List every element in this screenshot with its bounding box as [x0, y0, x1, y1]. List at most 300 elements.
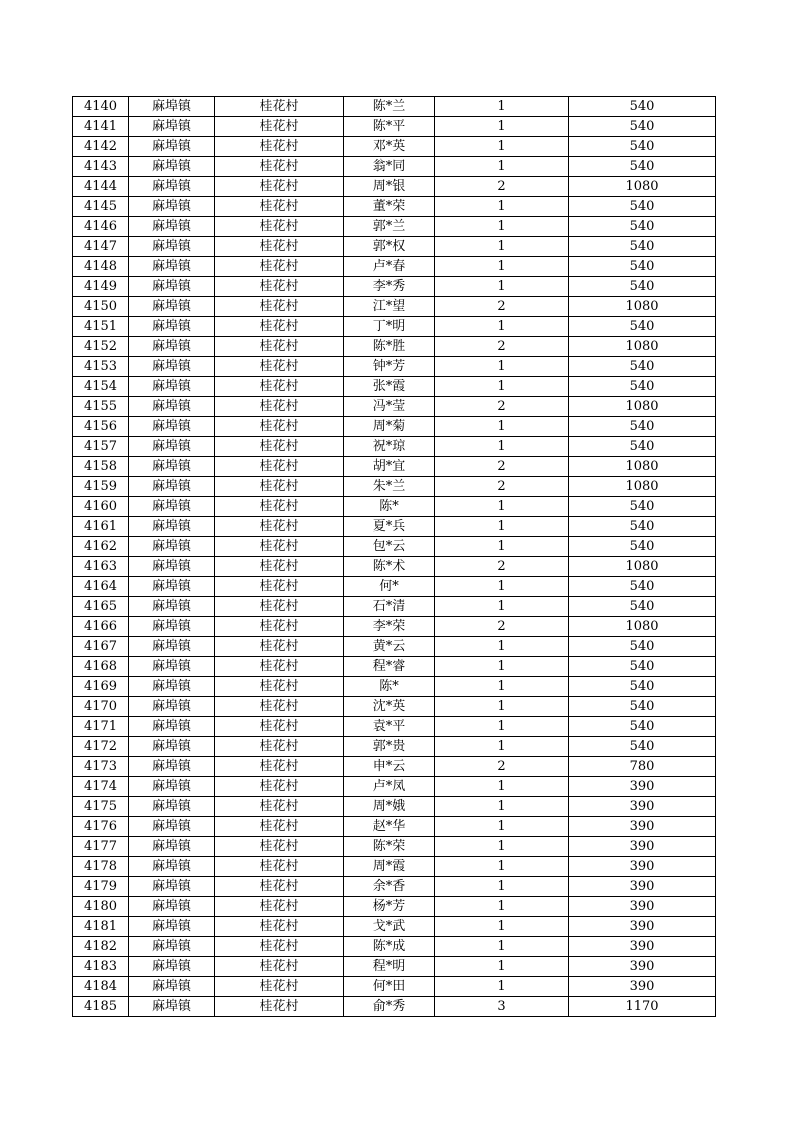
village-cell: 桂花村: [215, 637, 344, 657]
amount-cell: 390: [569, 897, 716, 917]
count-cell: 1: [435, 317, 569, 337]
count-cell: 1: [435, 437, 569, 457]
count-cell: 1: [435, 777, 569, 797]
table-row: [73, 237, 716, 257]
count-cell: 2: [435, 297, 569, 317]
village-cell: 桂花村: [215, 657, 344, 677]
table-row: [73, 657, 716, 677]
row-number-cell: 4149: [73, 277, 129, 297]
table-row: [73, 757, 716, 777]
village-cell: 桂花村: [215, 197, 344, 217]
count-cell: 1: [435, 597, 569, 617]
table-row: [73, 297, 716, 317]
row-number-cell: 4159: [73, 477, 129, 497]
count-cell: 1: [435, 357, 569, 377]
count-cell: 1: [435, 857, 569, 877]
table-row: [73, 217, 716, 237]
table-row: [73, 277, 716, 297]
amount-cell: 540: [569, 577, 716, 597]
amount-cell: 780: [569, 757, 716, 777]
row-number-cell: 4169: [73, 677, 129, 697]
count-cell: 1: [435, 637, 569, 657]
amount-cell: 540: [569, 537, 716, 557]
name-cell: 程*明: [344, 957, 435, 977]
town-cell: 麻埠镇: [129, 617, 215, 637]
town-cell: 麻埠镇: [129, 257, 215, 277]
name-cell: 陈*成: [344, 937, 435, 957]
name-cell: 戈*武: [344, 917, 435, 937]
table-row: [73, 137, 716, 157]
table-row: [73, 437, 716, 457]
name-cell: 赵*华: [344, 817, 435, 837]
village-cell: 桂花村: [215, 137, 344, 157]
count-cell: 1: [435, 877, 569, 897]
amount-cell: 540: [569, 417, 716, 437]
table-row: [73, 817, 716, 837]
count-cell: 1: [435, 737, 569, 757]
name-cell: 董*荣: [344, 197, 435, 217]
name-cell: 沈*英: [344, 697, 435, 717]
row-number-cell: 4176: [73, 817, 129, 837]
town-cell: 麻埠镇: [129, 577, 215, 597]
table-row: [73, 497, 716, 517]
name-cell: 余*香: [344, 877, 435, 897]
count-cell: 1: [435, 977, 569, 997]
town-cell: 麻埠镇: [129, 277, 215, 297]
table-row: [73, 597, 716, 617]
name-cell: 周*菊: [344, 417, 435, 437]
village-cell: 桂花村: [215, 237, 344, 257]
row-number-cell: 4182: [73, 937, 129, 957]
row-number-cell: 4173: [73, 757, 129, 777]
amount-cell: 390: [569, 977, 716, 997]
name-cell: 郭*贵: [344, 737, 435, 757]
row-number-cell: 4170: [73, 697, 129, 717]
amount-cell: 540: [569, 137, 716, 157]
row-number-cell: 4168: [73, 657, 129, 677]
table-row: [73, 797, 716, 817]
row-number-cell: 4171: [73, 717, 129, 737]
count-cell: 2: [435, 617, 569, 637]
town-cell: 麻埠镇: [129, 897, 215, 917]
village-cell: 桂花村: [215, 857, 344, 877]
count-cell: 2: [435, 477, 569, 497]
town-cell: 麻埠镇: [129, 857, 215, 877]
name-cell: 周*娥: [344, 797, 435, 817]
count-cell: 1: [435, 157, 569, 177]
amount-cell: 540: [569, 677, 716, 697]
town-cell: 麻埠镇: [129, 217, 215, 237]
row-number-cell: 4181: [73, 917, 129, 937]
count-cell: 1: [435, 517, 569, 537]
village-cell: 桂花村: [215, 597, 344, 617]
name-cell: 何*田: [344, 977, 435, 997]
count-cell: 1: [435, 657, 569, 677]
name-cell: 陈*荣: [344, 837, 435, 857]
name-cell: 卢*春: [344, 257, 435, 277]
roster-table-body: [73, 97, 716, 1017]
village-cell: 桂花村: [215, 317, 344, 337]
count-cell: 1: [435, 677, 569, 697]
table-row: [73, 157, 716, 177]
town-cell: 麻埠镇: [129, 337, 215, 357]
table-row: [73, 917, 716, 937]
town-cell: 麻埠镇: [129, 737, 215, 757]
town-cell: 麻埠镇: [129, 457, 215, 477]
count-cell: 1: [435, 837, 569, 857]
town-cell: 麻埠镇: [129, 917, 215, 937]
table-row: [73, 117, 716, 137]
count-cell: 1: [435, 257, 569, 277]
village-cell: 桂花村: [215, 577, 344, 597]
row-number-cell: 4154: [73, 377, 129, 397]
amount-cell: 540: [569, 97, 716, 117]
amount-cell: 1170: [569, 997, 716, 1017]
name-cell: 周*银: [344, 177, 435, 197]
row-number-cell: 4143: [73, 157, 129, 177]
row-number-cell: 4179: [73, 877, 129, 897]
amount-cell: 540: [569, 497, 716, 517]
count-cell: 1: [435, 937, 569, 957]
name-cell: 周*霞: [344, 857, 435, 877]
amount-cell: 390: [569, 817, 716, 837]
amount-cell: 540: [569, 357, 716, 377]
village-cell: 桂花村: [215, 977, 344, 997]
town-cell: 麻埠镇: [129, 837, 215, 857]
town-cell: 麻埠镇: [129, 377, 215, 397]
village-cell: 桂花村: [215, 997, 344, 1017]
town-cell: 麻埠镇: [129, 657, 215, 677]
town-cell: 麻埠镇: [129, 117, 215, 137]
count-cell: 1: [435, 377, 569, 397]
village-cell: 桂花村: [215, 817, 344, 837]
row-number-cell: 4185: [73, 997, 129, 1017]
table-row: [73, 697, 716, 717]
name-cell: 钟*芳: [344, 357, 435, 377]
name-cell: 翁*同: [344, 157, 435, 177]
row-number-cell: 4150: [73, 297, 129, 317]
village-cell: 桂花村: [215, 297, 344, 317]
town-cell: 麻埠镇: [129, 757, 215, 777]
amount-cell: 540: [569, 217, 716, 237]
row-number-cell: 4172: [73, 737, 129, 757]
village-cell: 桂花村: [215, 97, 344, 117]
amount-cell: 540: [569, 257, 716, 277]
amount-cell: 540: [569, 657, 716, 677]
name-cell: 卢*凤: [344, 777, 435, 797]
row-number-cell: 4148: [73, 257, 129, 277]
name-cell: 石*清: [344, 597, 435, 617]
row-number-cell: 4141: [73, 117, 129, 137]
town-cell: 麻埠镇: [129, 957, 215, 977]
amount-cell: 540: [569, 697, 716, 717]
name-cell: 朱*兰: [344, 477, 435, 497]
amount-cell: 540: [569, 237, 716, 257]
town-cell: 麻埠镇: [129, 197, 215, 217]
table-row: [73, 477, 716, 497]
row-number-cell: 4175: [73, 797, 129, 817]
table-row: [73, 517, 716, 537]
amount-cell: 390: [569, 797, 716, 817]
town-cell: 麻埠镇: [129, 557, 215, 577]
table-row: [73, 777, 716, 797]
row-number-cell: 4158: [73, 457, 129, 477]
town-cell: 麻埠镇: [129, 877, 215, 897]
count-cell: 1: [435, 237, 569, 257]
row-number-cell: 4162: [73, 537, 129, 557]
table-row: [73, 937, 716, 957]
town-cell: 麻埠镇: [129, 977, 215, 997]
row-number-cell: 4164: [73, 577, 129, 597]
row-number-cell: 4151: [73, 317, 129, 337]
count-cell: 2: [435, 757, 569, 777]
village-cell: 桂花村: [215, 337, 344, 357]
town-cell: 麻埠镇: [129, 677, 215, 697]
village-cell: 桂花村: [215, 277, 344, 297]
village-cell: 桂花村: [215, 417, 344, 437]
amount-cell: 540: [569, 157, 716, 177]
row-number-cell: 4163: [73, 557, 129, 577]
row-number-cell: 4155: [73, 397, 129, 417]
amount-cell: 1080: [569, 557, 716, 577]
name-cell: 胡*宜: [344, 457, 435, 477]
village-cell: 桂花村: [215, 797, 344, 817]
amount-cell: 1080: [569, 477, 716, 497]
row-number-cell: 4152: [73, 337, 129, 357]
table-row: [73, 97, 716, 117]
row-number-cell: 4180: [73, 897, 129, 917]
row-number-cell: 4140: [73, 97, 129, 117]
amount-cell: 540: [569, 317, 716, 337]
table-row: [73, 577, 716, 597]
town-cell: 麻埠镇: [129, 417, 215, 437]
name-cell: 陈*平: [344, 117, 435, 137]
town-cell: 麻埠镇: [129, 237, 215, 257]
table-row: [73, 557, 716, 577]
table-row: [73, 337, 716, 357]
table-row: [73, 977, 716, 997]
village-cell: 桂花村: [215, 877, 344, 897]
table-row: [73, 737, 716, 757]
name-cell: 邓*英: [344, 137, 435, 157]
row-number-cell: 4145: [73, 197, 129, 217]
amount-cell: 390: [569, 857, 716, 877]
village-cell: 桂花村: [215, 517, 344, 537]
amount-cell: 540: [569, 197, 716, 217]
amount-cell: 390: [569, 937, 716, 957]
town-cell: 麻埠镇: [129, 317, 215, 337]
amount-cell: 540: [569, 737, 716, 757]
name-cell: 黄*云: [344, 637, 435, 657]
row-number-cell: 4183: [73, 957, 129, 977]
count-cell: 2: [435, 397, 569, 417]
table-row: [73, 197, 716, 217]
amount-cell: 1080: [569, 297, 716, 317]
village-cell: 桂花村: [215, 677, 344, 697]
count-cell: 1: [435, 537, 569, 557]
row-number-cell: 4165: [73, 597, 129, 617]
village-cell: 桂花村: [215, 777, 344, 797]
name-cell: 江*望: [344, 297, 435, 317]
amount-cell: 540: [569, 517, 716, 537]
town-cell: 麻埠镇: [129, 637, 215, 657]
town-cell: 麻埠镇: [129, 937, 215, 957]
amount-cell: 540: [569, 377, 716, 397]
name-cell: 丁*明: [344, 317, 435, 337]
amount-cell: 390: [569, 837, 716, 857]
count-cell: 1: [435, 197, 569, 217]
town-cell: 麻埠镇: [129, 497, 215, 517]
row-number-cell: 4156: [73, 417, 129, 437]
village-cell: 桂花村: [215, 217, 344, 237]
village-cell: 桂花村: [215, 957, 344, 977]
roster-table: [72, 96, 716, 1017]
count-cell: 1: [435, 797, 569, 817]
amount-cell: 1080: [569, 617, 716, 637]
row-number-cell: 4166: [73, 617, 129, 637]
name-cell: 袁*平: [344, 717, 435, 737]
name-cell: 俞*秀: [344, 997, 435, 1017]
amount-cell: 1080: [569, 457, 716, 477]
count-cell: 1: [435, 277, 569, 297]
amount-cell: 390: [569, 957, 716, 977]
village-cell: 桂花村: [215, 117, 344, 137]
table-row: [73, 257, 716, 277]
village-cell: 桂花村: [215, 257, 344, 277]
village-cell: 桂花村: [215, 397, 344, 417]
row-number-cell: 4177: [73, 837, 129, 857]
village-cell: 桂花村: [215, 937, 344, 957]
name-cell: 程*睿: [344, 657, 435, 677]
name-cell: 祝*琼: [344, 437, 435, 457]
village-cell: 桂花村: [215, 757, 344, 777]
village-cell: 桂花村: [215, 697, 344, 717]
name-cell: 陈*: [344, 677, 435, 697]
village-cell: 桂花村: [215, 717, 344, 737]
name-cell: 陈*兰: [344, 97, 435, 117]
amount-cell: 390: [569, 877, 716, 897]
row-number-cell: 4146: [73, 217, 129, 237]
village-cell: 桂花村: [215, 377, 344, 397]
name-cell: 李*秀: [344, 277, 435, 297]
table-row: [73, 377, 716, 397]
count-cell: 3: [435, 997, 569, 1017]
town-cell: 麻埠镇: [129, 297, 215, 317]
amount-cell: 1080: [569, 397, 716, 417]
row-number-cell: 4160: [73, 497, 129, 517]
amount-cell: 540: [569, 597, 716, 617]
town-cell: 麻埠镇: [129, 697, 215, 717]
amount-cell: 540: [569, 277, 716, 297]
amount-cell: 540: [569, 717, 716, 737]
town-cell: 麻埠镇: [129, 777, 215, 797]
village-cell: 桂花村: [215, 497, 344, 517]
table-row: [73, 457, 716, 477]
table-row: [73, 537, 716, 557]
row-number-cell: 4184: [73, 977, 129, 997]
row-number-cell: 4147: [73, 237, 129, 257]
count-cell: 1: [435, 577, 569, 597]
town-cell: 麻埠镇: [129, 437, 215, 457]
village-cell: 桂花村: [215, 737, 344, 757]
count-cell: 1: [435, 717, 569, 737]
table-row: [73, 357, 716, 377]
name-cell: 郭*权: [344, 237, 435, 257]
town-cell: 麻埠镇: [129, 157, 215, 177]
village-cell: 桂花村: [215, 617, 344, 637]
count-cell: 2: [435, 457, 569, 477]
table-row: [73, 397, 716, 417]
table-row: [73, 177, 716, 197]
count-cell: 1: [435, 897, 569, 917]
village-cell: 桂花村: [215, 477, 344, 497]
town-cell: 麻埠镇: [129, 177, 215, 197]
name-cell: 夏*兵: [344, 517, 435, 537]
amount-cell: 390: [569, 917, 716, 937]
village-cell: 桂花村: [215, 557, 344, 577]
table-row: [73, 637, 716, 657]
table-row: [73, 857, 716, 877]
town-cell: 麻埠镇: [129, 137, 215, 157]
name-cell: 陈*术: [344, 557, 435, 577]
name-cell: 包*云: [344, 537, 435, 557]
row-number-cell: 4178: [73, 857, 129, 877]
row-number-cell: 4174: [73, 777, 129, 797]
table-row: [73, 617, 716, 637]
count-cell: 2: [435, 337, 569, 357]
amount-cell: 540: [569, 437, 716, 457]
name-cell: 何*: [344, 577, 435, 597]
table-row: [73, 897, 716, 917]
village-cell: 桂花村: [215, 537, 344, 557]
name-cell: 杨*芳: [344, 897, 435, 917]
amount-cell: 1080: [569, 177, 716, 197]
village-cell: 桂花村: [215, 917, 344, 937]
village-cell: 桂花村: [215, 157, 344, 177]
table-row: [73, 417, 716, 437]
count-cell: 1: [435, 417, 569, 437]
count-cell: 1: [435, 917, 569, 937]
village-cell: 桂花村: [215, 457, 344, 477]
name-cell: 陈*: [344, 497, 435, 517]
amount-cell: 390: [569, 777, 716, 797]
row-number-cell: 4153: [73, 357, 129, 377]
town-cell: 麻埠镇: [129, 477, 215, 497]
village-cell: 桂花村: [215, 837, 344, 857]
village-cell: 桂花村: [215, 437, 344, 457]
table-row: [73, 997, 716, 1017]
count-cell: 2: [435, 177, 569, 197]
village-cell: 桂花村: [215, 897, 344, 917]
row-number-cell: 4144: [73, 177, 129, 197]
town-cell: 麻埠镇: [129, 517, 215, 537]
name-cell: 申*云: [344, 757, 435, 777]
count-cell: 1: [435, 137, 569, 157]
count-cell: 1: [435, 217, 569, 237]
count-cell: 1: [435, 117, 569, 137]
count-cell: 1: [435, 497, 569, 517]
town-cell: 麻埠镇: [129, 397, 215, 417]
town-cell: 麻埠镇: [129, 597, 215, 617]
town-cell: 麻埠镇: [129, 997, 215, 1017]
name-cell: 郭*兰: [344, 217, 435, 237]
count-cell: 2: [435, 557, 569, 577]
table-row: [73, 837, 716, 857]
table-row: [73, 317, 716, 337]
count-cell: 1: [435, 817, 569, 837]
table-row: [73, 957, 716, 977]
town-cell: 麻埠镇: [129, 717, 215, 737]
